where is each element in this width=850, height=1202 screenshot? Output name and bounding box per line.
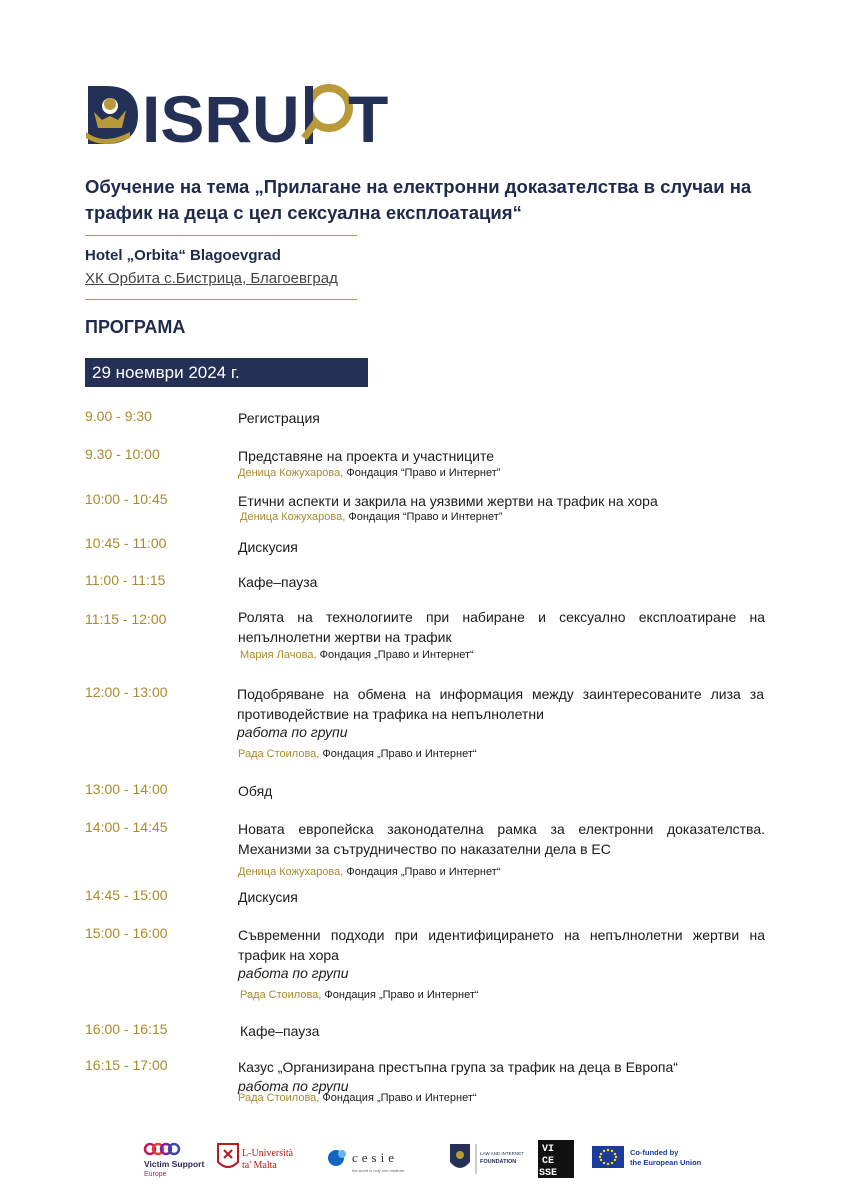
eu-line2: the European Union (630, 1158, 702, 1167)
schedule-time: 10:00 - 10:45 (85, 491, 168, 507)
university-malta-logo (218, 1144, 294, 1171)
disrupt-logo (84, 82, 414, 148)
schedule-time: 15:00 - 16:00 (85, 925, 168, 941)
schedule-title: Казус „Организирана престъпна група за трафик на деца в Европа“ (238, 1059, 678, 1075)
schedule-time: 11:00 - 11:15 (85, 572, 166, 588)
vicesse-line1: VI (542, 1144, 555, 1155)
schedule-title: Кафе–пауза (240, 1023, 320, 1039)
divider-bottom (85, 299, 357, 300)
cesie-tagline: the world is only one creature (352, 1168, 405, 1173)
schedule-note: работа по групи (237, 724, 348, 740)
victim-support-europe-logo (144, 1144, 204, 1178)
schedule-time: 14:00 - 14:45 (85, 819, 168, 835)
schedule-time: 9.00 - 9:30 (85, 408, 152, 424)
vse-region: Europe (144, 1171, 167, 1178)
cesie-logo (328, 1150, 405, 1173)
speaker-org: Фондация „Право и Интернет“ (319, 748, 477, 760)
schedule-time: 14:45 - 15:00 (85, 887, 168, 903)
schedule-title: Представяне на проекта и участниците (238, 448, 494, 464)
partner-logos (140, 1140, 710, 1180)
schedule-title: Ролята на технологиите при набиране и сексуално експлоатиране на непълнолетни жертви на трафик (238, 609, 765, 645)
schedule-title: Подобряване на обмена на информация между заинтересованите лиза за противодействие на трафика на непълнолетни (237, 686, 764, 722)
vse-name: Victim Support (144, 1159, 205, 1169)
lif-line1: LAW AND INTERNET (480, 1151, 524, 1156)
speaker-org: Фондация „Право и Интернет“ (316, 649, 474, 661)
vicesse-line2: CE (542, 1156, 555, 1167)
venue-name: Hotel „Orbita“ Blagoevgrad (85, 247, 281, 264)
speaker-name: Рада Стоилова, (238, 748, 320, 760)
schedule-time: 10:45 - 11:00 (85, 535, 167, 551)
vicesse-logo (538, 1140, 574, 1179)
speaker-org: Фондация „Право и Интернет“ (319, 1092, 477, 1104)
speaker-name: Деница Кожухарова, (240, 511, 346, 523)
speaker-name: Рада Стоилова, (240, 989, 322, 1001)
speaker-org: Фондация “Право и Интернет” (345, 511, 503, 523)
speaker-line (238, 467, 500, 479)
speaker-line (238, 1092, 477, 1104)
speaker-name: Мария Лачова, (240, 649, 317, 661)
schedule-time: 12:00 - 13:00 (85, 684, 168, 700)
eu-flag-logo (592, 1146, 702, 1168)
schedule-title: Дискусия (238, 889, 298, 905)
cesie-name: cesie (352, 1150, 398, 1165)
svg-text:ISRU: ISRU (142, 82, 300, 148)
malta-line2: ta' Malta (242, 1160, 277, 1171)
vicesse-line3: SSE (539, 1168, 558, 1179)
schedule-time: 9.30 - 10:00 (85, 446, 160, 462)
schedule-time: 16:00 - 16:15 (85, 1021, 168, 1037)
schedule-time: 11:15 - 12:00 (85, 611, 167, 627)
schedule-title: Съвременни подходи при идентифицирането на непълнолетни жертви на трафик на хора (238, 927, 765, 963)
malta-line1: L-Università (242, 1148, 294, 1159)
training-title: Обучение на тема „Прилагане на електронни доказателства в случаи на трафик на деца с цел сексуална експлоатация“ (85, 176, 752, 223)
date-banner: 29 ноември 2024 г. (85, 358, 368, 387)
divider-top (85, 235, 357, 236)
speaker-name: Рада Стоилова, (238, 1092, 320, 1104)
speaker-line (238, 748, 477, 760)
law-internet-foundation-logo (450, 1144, 524, 1174)
speaker-org: Фондация “Право и Интернет” (343, 467, 501, 479)
eu-line1: Co-funded by (630, 1148, 679, 1157)
speaker-org: Фондация „Право и Интернет“ (343, 866, 501, 878)
lif-line2: FOUNDATION (480, 1159, 517, 1165)
schedule-title: Регистрация (238, 410, 320, 426)
speaker-line (238, 866, 500, 878)
schedule-time: 13:00 - 14:00 (85, 781, 168, 797)
schedule-title: Новата европейска законодателна рамка за електронни доказателства. Механизми за сътрудничество по наказателни дела в ЕС (238, 821, 765, 857)
speaker-name: Деница Кожухарова, (238, 467, 344, 479)
speaker-name: Деница Кожухарова, (238, 866, 344, 878)
speaker-line (240, 511, 502, 523)
venue-address-link[interactable]: ХК Орбита с.Бистрица, Благоевград (85, 270, 338, 287)
schedule-note: работа по групи (238, 965, 349, 981)
schedule-time: 16:15 - 17:00 (85, 1057, 168, 1073)
speaker-line (240, 649, 474, 661)
speaker-line (240, 989, 479, 1001)
speaker-org: Фондация „Право и Интернет“ (321, 989, 479, 1001)
schedule-title: Обяд (238, 783, 273, 799)
schedule-title: Дискусия (238, 539, 298, 555)
schedule-title: Кафе–пауза (238, 574, 318, 590)
svg-text:T: T (348, 82, 389, 148)
schedule-note: работа по групи (238, 1078, 349, 1094)
program-heading: ПРОГРАМА (85, 317, 186, 337)
schedule-title: Етични аспекти и закрила на уязвими жертви на трафик на хора (238, 493, 658, 509)
